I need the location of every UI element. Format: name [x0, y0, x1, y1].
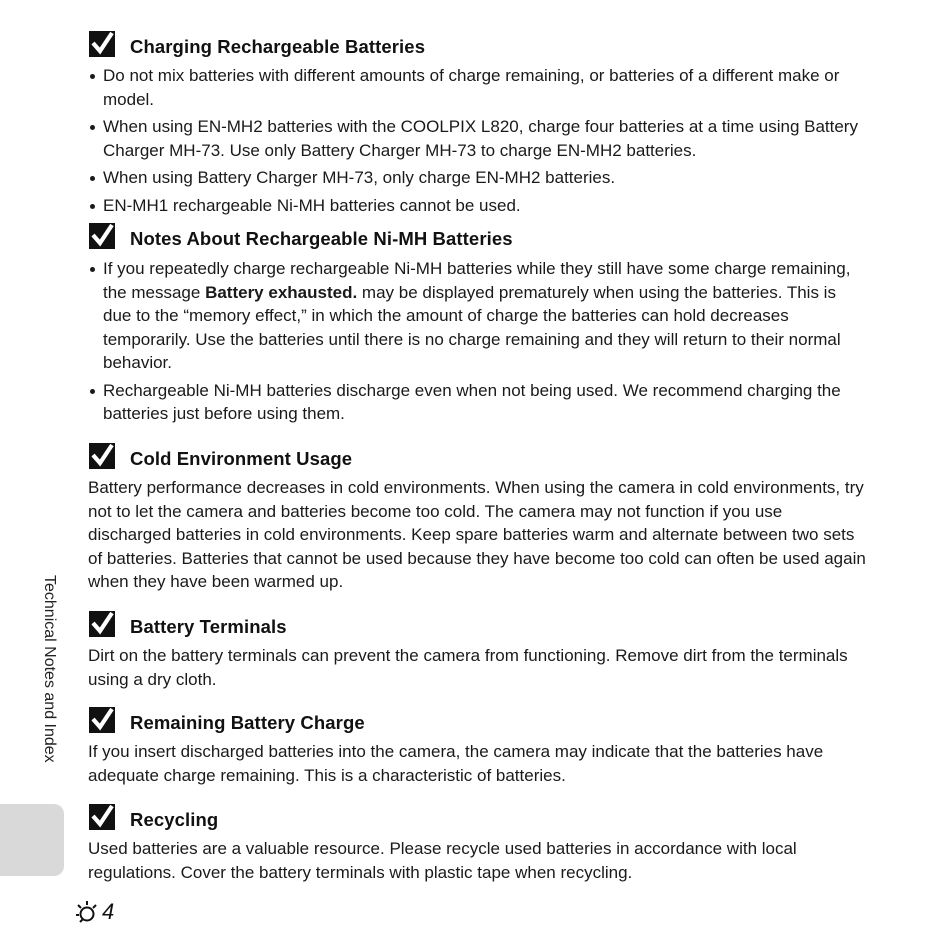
- section-body: Used batteries are a valuable resource. Please recycle used batteries in accordance with local regulations. Cover the battery terminals with plastic tape when recycling.: [88, 839, 797, 882]
- section-title: Charging Rechargeable Batteries: [130, 36, 426, 57]
- checkmark-box-icon: [88, 442, 116, 470]
- section-heading-charging: [88, 28, 425, 58]
- section-body: Dirt on the battery terminals can prevent the camera from functioning. Remove dirt from the terminals using a dry cloth.: [88, 646, 848, 689]
- side-chapter-label: Technical Notes and Index: [41, 575, 58, 763]
- bullet-list-nimh: [88, 257, 868, 430]
- section-heading-recycling: [88, 801, 218, 831]
- chapter-tab: [0, 804, 64, 876]
- section-title: Recycling: [130, 809, 219, 830]
- section-title: Cold Environment Usage: [130, 448, 353, 469]
- section-title: Remaining Battery Charge: [130, 712, 365, 733]
- checkmark-box-icon: [88, 222, 116, 250]
- checkmark-box-icon: [88, 610, 116, 638]
- section-heading-remaining: [88, 704, 365, 734]
- bullet-text: If you repeatedly charge rechargeable Ni-MH batteries while they still have some charge remaining, the message: [103, 259, 851, 302]
- technical-notes-icon: [74, 899, 100, 925]
- list-item: When using Battery Charger MH-73, only charge EN-MH2 batteries.: [88, 166, 868, 190]
- list-item: EN-MH1 rechargeable Ni-MH batteries cannot be used.: [88, 194, 868, 218]
- list-item: Rechargeable Ni-MH batteries discharge even when not being used. We recommend charging the batteries just before using them.: [88, 379, 868, 426]
- checkmark-box-icon: [88, 706, 116, 734]
- list-item: When using EN-MH2 batteries with the COOLPIX L820, charge four batteries at a time using Battery Charger MH-73. Use only Battery Charger MH-73 to charge EN-MH2 batteries.: [88, 115, 868, 162]
- section-body: Battery performance decreases in cold environments. When using the camera in cold environments, try not to let the camera and batteries become too cold. The camera may not function if you use discharged batteries in cold environments. Keep spare batteries warm and alternate between two sets of batteries. Batteries that cannot be used because they have become too cold can often be used again when they have been warmed up.: [88, 478, 866, 591]
- checkmark-box-icon: [88, 803, 116, 831]
- section-heading-terminals: [88, 608, 287, 638]
- section-body: If you insert discharged batteries into the camera, the camera may indicate that the batteries have adequate charge remaining. This is a characteristic of batteries.: [88, 742, 824, 785]
- section-title: Battery Terminals: [130, 616, 287, 637]
- page-number-text: 4: [102, 899, 115, 924]
- message-battery-exhausted: Battery exhausted.: [205, 282, 358, 302]
- list-item: Do not mix batteries with different amounts of charge remaining, or batteries of a different make or model.: [88, 64, 868, 111]
- list-item: [88, 257, 868, 375]
- section-title: Notes About Rechargeable Ni-MH Batteries: [130, 228, 513, 249]
- checkmark-box-icon: [88, 30, 116, 58]
- bullet-text: may be displayed prematurely when using the batteries. This is due to the “memory effect,” in which the amount of charge the batteries can hold decreases temporarily. Use the batteries until there is no charge remaining and they will return to their normal behavior.: [103, 282, 841, 372]
- section-heading-cold: [88, 440, 352, 470]
- page-number: [74, 897, 114, 927]
- section-heading-nimh: [88, 220, 513, 250]
- bullet-list-charging: [88, 64, 868, 221]
